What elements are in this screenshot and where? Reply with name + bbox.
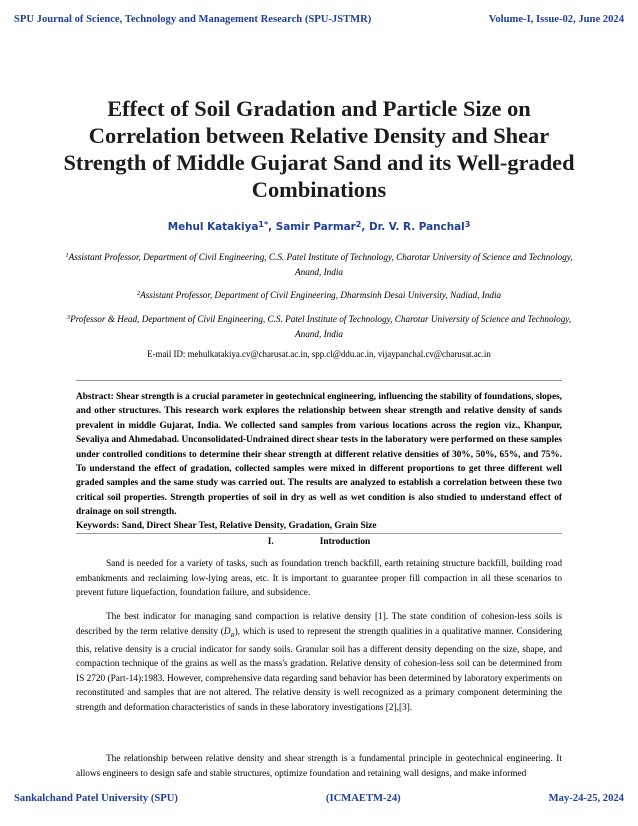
conference-date: May-24-25, 2024 xyxy=(548,793,624,804)
conference-name: (ICMAETM-24) xyxy=(325,793,401,804)
author-separator: , xyxy=(361,221,369,233)
body-paragraph: Sand is needed for a variety of tasks, such as foundation trench backfill, earth retaining structure backfill, building road embankments and reclaiming low-lying areas, etc. It is important to guarantee proper fill compaction in all these scenarios to prevent future liquefaction, foundation failure, and subsidence. xyxy=(76,559,562,598)
author-name: Samir Parmar xyxy=(275,221,356,233)
author-marker: 3 xyxy=(464,220,471,229)
contact-emails: E-mail ID: mehulkatakiya.cv@charusat.ac.in, spp.cl@ddu.ac.in, vijaypanchal.cv@charusat.ac.in xyxy=(147,349,491,359)
keywords: Keywords: Sand, Direct Shear Test, Relative Density, Gradation, Grain Size xyxy=(76,520,562,534)
affiliation xyxy=(62,286,576,303)
section-title: Introduction xyxy=(319,537,371,547)
author-marker: 2 xyxy=(355,220,362,229)
author-name: Dr. V. R. Panchal xyxy=(368,221,465,233)
divider xyxy=(76,380,562,381)
abstract: Abstract: Shear strength is a crucial parameter in geotechnical engineering, influencing the stability of foundations, slopes, and other structures. This research work explores the relationship between shear strength and relative density of sands prevalent in middle Gujarat, India. We collected sand samples from various locations across the region viz., Khanpur, Sevaliya and Ahmedabad. Unconsolidated-Undrained direct shear tests in the laboratory were performed on these samples under controlled conditions to determine their shear strength at different relative densities of 30%, 50%, 65%, and 75%. To understand the effect of gradation, collected samples were mixed in different proportions to get three different well graded samples and the same study was carried out. The results are analyzed to establish a correlation between these two critical soil properties. Strength properties of soil in dry as well as wet condition is also studied to understand effect of drainage on soil strength. xyxy=(76,392,563,518)
affiliation xyxy=(62,310,576,342)
paper-title: Effect of Soil Gradation and Particle Size on Correlation between Relative Density and Shear Strength of Middle Gujarat Sand and its Well-graded Combinations xyxy=(63,96,575,202)
affiliation-marker: 1 xyxy=(65,252,69,259)
running-footer xyxy=(14,793,624,804)
math-symbol: $D_R$ xyxy=(223,626,235,639)
running-header xyxy=(14,14,624,25)
paragraph-text: The best indicator for managing sand compaction is relative density [1]. The state condition of cohesion-less soils is described by the term relative density ( xyxy=(76,612,562,637)
body-paragraph xyxy=(76,610,562,715)
section-number: I. xyxy=(267,537,274,547)
affiliation-text: Professor & Head, Department of Civil Engineering, C.S. Patel Institute of Technology, Charotar University of Science and Technology, Anand, India xyxy=(70,314,572,339)
body-paragraph: The relationship between relative density and shear strength is a fundamental principle in geotechnical engineering. It allows engineers to design safe and stable structures, optimize foundation and retaining wall designs, and make informed xyxy=(76,754,562,779)
affiliation xyxy=(62,248,576,280)
affiliation-marker: 2 xyxy=(136,290,141,297)
author-marker: 1* xyxy=(258,220,269,229)
author-name: Mehul Katakiya xyxy=(167,221,259,233)
journal-name: SPU Journal of Science, Technology and Management Research (SPU-JSTMR) xyxy=(14,14,372,25)
affiliation-text: Assistant Professor, Department of Civil Engineering, Dharmsinh Desai University, Nadiad, India xyxy=(140,290,502,300)
author-separator: , xyxy=(268,221,276,233)
author-list xyxy=(40,220,598,233)
affiliation-text: Assistant Professor, Department of Civil Engineering, C.S. Patel Institute of Technology, Charotar University of Science and Technology, Anand, India xyxy=(68,252,573,277)
university-name: Sankalchand Patel University (SPU) xyxy=(14,793,178,804)
section-heading xyxy=(76,537,562,547)
issue-info: Volume-I, Issue-02, June 2024 xyxy=(488,14,624,25)
paragraph-text: ), which is used to represent the strength qualities in a qualitative manner. Considering this, relative density is a crucial indicator for sandy soils. Granular soil has a different density depending on the size, shape, and compaction technique of the grains as well as the mass's gradation. Relative density of cohesion-less soil can be determined from IS 2720 (Part-14):1983. However, comprehensive data regarding sand behavior has been determined by laboratory experiments on reconstituted and samples that are not altered. The relative density is well recognized as a primary component determining the strength and deformation characteristics of sands in these laboratory investigations [2],[3]. xyxy=(76,626,562,713)
affiliation-marker: 3 xyxy=(66,314,71,321)
